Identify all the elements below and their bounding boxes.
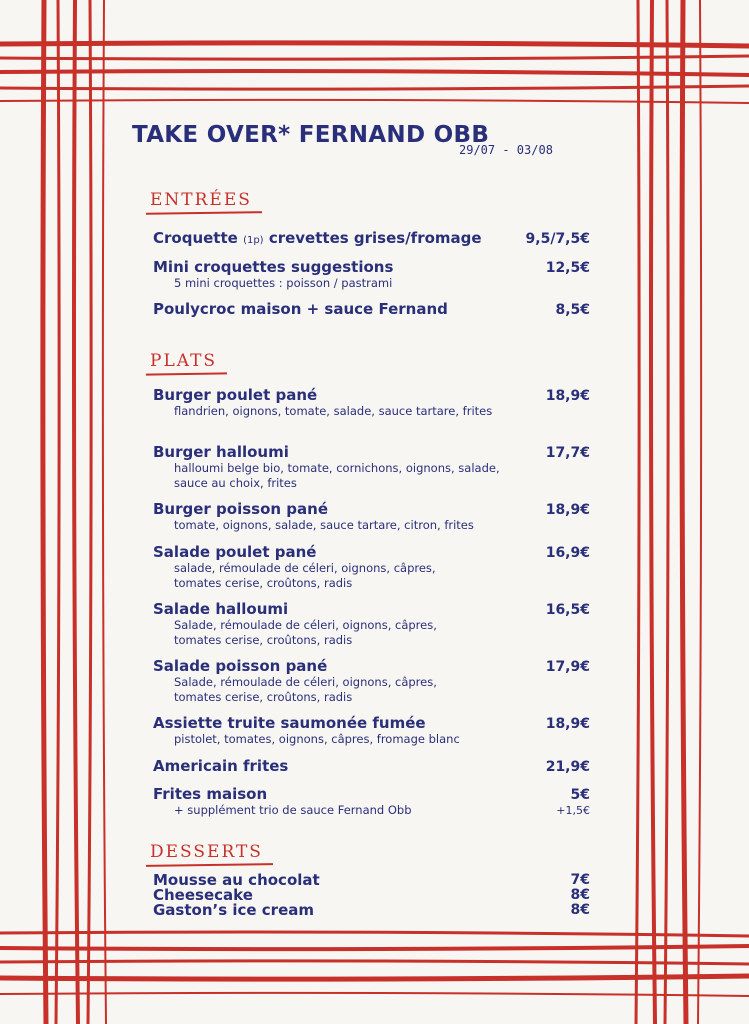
- item-name: Gaston’s ice cream: [153, 901, 315, 919]
- menu-item-salade-halloumi: [153, 601, 590, 647]
- item-description: salade, rémoulade de céleri, oignons, câpres, tomates cerise, croûtons, radis: [174, 561, 436, 590]
- item-name: Burger poulet pané: [153, 386, 318, 404]
- item-description: Salade, rémoulade de céleri, oignons, câpres, tomates cerise, croûtons, radis: [174, 675, 437, 704]
- item-price: 16,5€: [545, 602, 590, 618]
- item-description: + supplément trio de sauce Fernand Obb: [174, 803, 412, 817]
- item-price: 17,7€: [545, 445, 590, 461]
- item-name: Frites maison: [153, 785, 268, 803]
- item-description: pistolet, tomates, oignons, câpres, fromage blanc: [174, 732, 460, 746]
- item-name: Burger halloumi: [153, 443, 289, 461]
- item-name: Assiette truite saumonée fumée: [153, 714, 426, 732]
- section-heading-plats: PLATS: [150, 351, 217, 371]
- item-price: 18,9€: [545, 502, 590, 518]
- menu-item-burger-poisson: [153, 501, 590, 533]
- item-name: Salade poulet pané: [153, 543, 317, 561]
- item-price: 5€: [570, 787, 590, 803]
- menu-item-poulycroc: [153, 301, 590, 318]
- menu-item-frites-maison: [153, 786, 590, 818]
- item-price: 7€: [570, 872, 590, 888]
- date-range: 29/07 - 03/08: [459, 143, 553, 157]
- item-description: Salade, rémoulade de céleri, oignons, câpres, tomates cerise, croûtons, radis: [174, 618, 437, 647]
- item-name: Croquette (1p) crevettes grises/fromage: [153, 229, 482, 247]
- item-description: halloumi belge bio, tomate, cornichons, oignons, salade, sauce au choix, frites: [174, 461, 500, 490]
- item-name: Poulycroc maison + sauce Fernand: [153, 300, 448, 318]
- item-price: 8€: [570, 902, 590, 918]
- menu-item-salade-poulet: [153, 544, 590, 590]
- section-heading-entrees: ENTRÉES: [150, 190, 252, 210]
- item-name: Salade poisson pané: [153, 657, 328, 675]
- supplement-price: +1,5€: [556, 804, 590, 817]
- menu-item-salade-poisson: [153, 658, 590, 704]
- menu-item-assiette-truite: [153, 715, 590, 747]
- menu-item-ice-cream: [153, 903, 590, 918]
- heading-underline: [146, 863, 273, 867]
- item-name: Burger poisson pané: [153, 500, 328, 518]
- item-description: tomate, oignons, salade, sauce tartare, citron, frites: [174, 518, 474, 532]
- item-price: 18,9€: [545, 716, 590, 732]
- item-price: 12,5€: [545, 260, 590, 276]
- heading-underline: [146, 211, 262, 215]
- item-name: Cheesecake: [153, 886, 253, 904]
- section-heading-desserts: DESSERTS: [150, 842, 263, 862]
- item-description: flandrien, oignons, tomate, salade, sauce tartare, frites: [174, 404, 493, 418]
- item-price: 8€: [570, 887, 590, 903]
- item-portion: (1p): [243, 235, 264, 246]
- item-price: 16,9€: [545, 545, 590, 561]
- item-name: Mini croquettes suggestions: [153, 258, 394, 276]
- item-price: 9,5/7,5€: [525, 231, 590, 247]
- item-price: 21,9€: [545, 759, 590, 775]
- heading-underline: [146, 372, 227, 375]
- menu-item-burger-poulet: [153, 387, 590, 419]
- menu-item-croquette: [153, 230, 590, 249]
- item-price: 18,9€: [545, 388, 590, 404]
- item-name: Mousse au chocolat: [153, 871, 320, 889]
- menu-item-mini-croquettes: [153, 259, 590, 291]
- menu-item-burger-halloumi: [153, 444, 590, 490]
- item-price: 17,9€: [545, 659, 590, 675]
- item-name: Americain frites: [153, 757, 289, 775]
- item-name: Salade halloumi: [153, 600, 289, 618]
- item-price: 8,5€: [555, 302, 590, 318]
- item-description: 5 mini croquettes : poisson / pastrami: [174, 276, 393, 290]
- page-title: TAKE OVER* FERNAND OBB: [132, 122, 490, 148]
- menu-item-americain: [153, 758, 590, 775]
